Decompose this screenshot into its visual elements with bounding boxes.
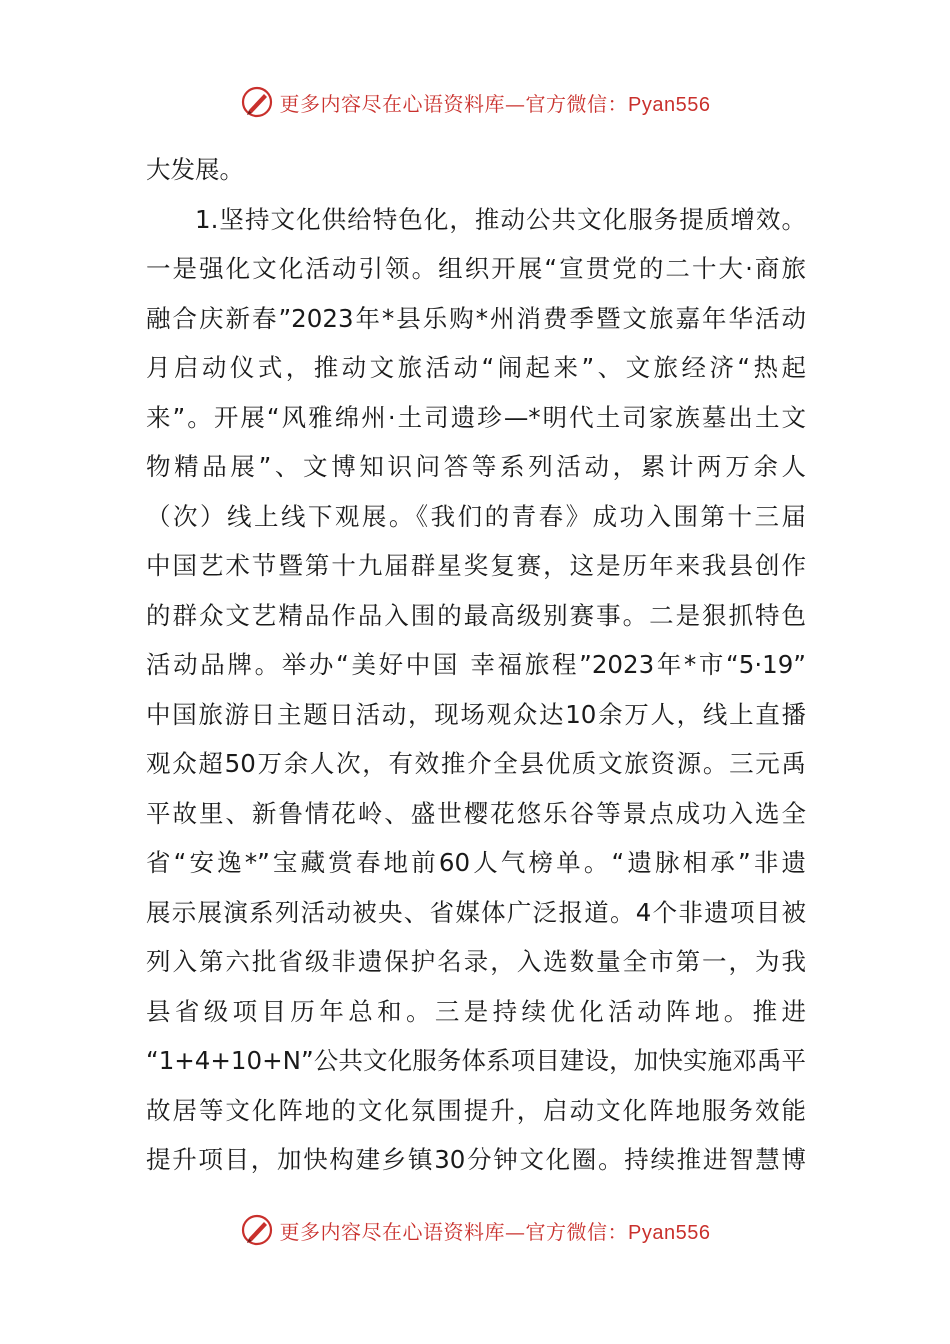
pen-logo-icon xyxy=(240,85,274,119)
footer-banner-text: 更多内容尽在心语资料库—官方微信：Pyan556 xyxy=(279,1219,711,1244)
text-line: 县省级项目历年总和。三是持续优化活动阵地。推进 xyxy=(146,996,806,1026)
text-line: “1+4+10+N”公共文化服务体系项目建设，加快实施邓禹平 xyxy=(146,1046,806,1075)
text-line: 来”。开展“风雅绵州·土司遗珍—*明代土司家族墓出土文 xyxy=(146,402,806,432)
text-line: （次）线上线下观展。《我们的青春》成功入围第十三届 xyxy=(146,501,806,531)
text-line: 提升项目，加快构建乡镇30分钟文化圈。持续推进智慧博 xyxy=(146,1145,806,1174)
text-line: 观众超50万余人次，有效推介全县优质文旅资源。三元禹 xyxy=(146,749,806,778)
text-line: 月启动仪式，推动文旅活动“闹起来”、文旅经济“热起 xyxy=(146,353,806,382)
header-banner xyxy=(0,82,950,122)
pen-logo-icon xyxy=(240,1213,274,1247)
text-line: 物精品展”、文博知识问答等系列活动，累计两万余人 xyxy=(146,452,806,481)
text-line: 故居等文化阵地的文化氛围提升，启动文化阵地服务效能 xyxy=(146,1095,806,1125)
text-line: 展示展演系列活动被央、省媒体广泛报道。4个非遗项目被 xyxy=(146,897,806,927)
text-line: 平故里、新鲁情花岭、盛世樱花悠乐谷等景点成功入选全 xyxy=(146,798,806,828)
text-line: 中国旅游日主题日活动，现场观众达10余万人，线上直播 xyxy=(146,699,806,729)
text-line: 活动品牌。举办“美好中国 幸福旅程”2023年*市“5·19” xyxy=(146,650,806,679)
text-line: 大发展。 xyxy=(146,155,244,184)
text-line: 中国艺术节暨第十九届群星奖复赛，这是历年来我县创作 xyxy=(146,551,806,580)
text-line: 一是强化文化活动引领。组织开展“宣贯党的二十大·商旅 xyxy=(146,254,806,283)
header-banner-text: 更多内容尽在心语资料库—官方微信：Pyan556 xyxy=(279,91,711,116)
section-heading: 1.坚持文化供给特色化，推动公共文化服务提质增效。 xyxy=(195,204,806,234)
footer-banner xyxy=(0,1210,950,1250)
text-line: 融合庆新春”2023年*县乐购*州消费季暨文旅嘉年华活动 xyxy=(146,303,806,333)
text-line: 的群众文艺精品作品入围的最高级别赛事。二是狠抓特色 xyxy=(146,600,806,630)
document-body xyxy=(146,145,806,1185)
text-line: 省“安逸*”宝藏赏春地前60人气榜单。“遗脉相承”非遗 xyxy=(146,848,806,877)
text-line: 列入第六批省级非遗保护名录，入选数量全市第一，为我 xyxy=(146,947,806,976)
